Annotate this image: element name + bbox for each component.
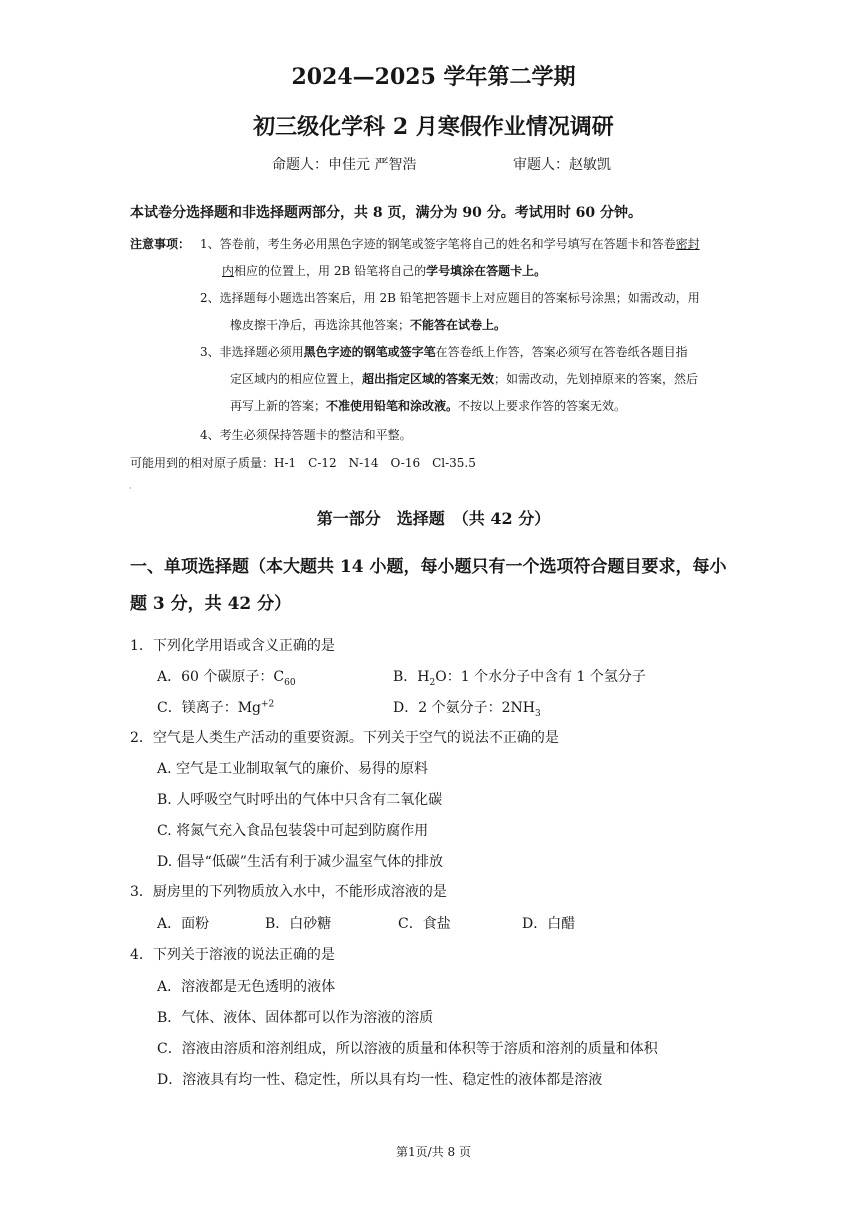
question-3-option-b: B．白砂糖 xyxy=(265,916,332,932)
note-2-bold: 不能答在试卷上。 xyxy=(410,318,507,332)
note-3-line-1 xyxy=(200,343,688,360)
author-label: 命题人：申佳元 严智浩 xyxy=(272,157,417,173)
question-1-option-c xyxy=(157,697,274,717)
exam-intro: 本试卷分选择题和非选择题两部分，共 8 页，满分为 90 分。考试用时 60 分钟。 xyxy=(130,205,642,221)
note-3-text-2: 在答卷纸上作答，答案必须写在答卷纸各题目指 xyxy=(435,345,688,359)
question-1-option-b xyxy=(393,666,646,688)
note-3-bold-1: 黑色字迹的钢笔或签字笔 xyxy=(303,345,436,359)
note-2-line-1: 2、选择题每小题选出答案后，用 2B 铅笔把答题卡上对应题目的答案标号涂黑；如需改动，用 xyxy=(200,291,700,305)
note-3-text-3: 定区域内的相应位置上， xyxy=(230,372,363,386)
atomic-mass-line: 可能用到的相对原子质量：H-1 C-12 N-14 O-16 Cl-35.5 xyxy=(130,456,476,470)
note-3-line-3 xyxy=(230,397,626,414)
question-2-stem: 2．空气是人类生产活动的重要资源。下列关于空气的说法不正确的是 xyxy=(130,730,559,746)
stray-dot: · xyxy=(129,484,132,493)
note-1-underline: 密封 xyxy=(675,237,700,251)
q1-b-text: B．H xyxy=(393,669,430,685)
page-footer: 第1页/共 8 页 xyxy=(396,1145,471,1159)
note-4: 4、考生必须保持答题卡的整洁和平整。 xyxy=(200,428,412,442)
note-3-text-5: 再写上新的答案； xyxy=(230,399,327,413)
question-2-option-a: A. 空气是工业制取氧气的廉价、易得的原料 xyxy=(157,761,429,777)
note-3-bold-2: 超出指定区域的答案无效 xyxy=(362,372,495,386)
reviewer-label: 审题人：赵敏凯 xyxy=(513,157,611,173)
question-4-option-d: D．溶液具有均一性、稳定性，所以具有均一性、稳定性的液体都是溶液 xyxy=(157,1072,603,1088)
note-1-line-2 xyxy=(222,262,546,279)
question-3-stem: 3．厨房里的下列物质放入水中，不能形成溶液的是 xyxy=(130,884,447,900)
note-3-text-4: ；如需改动，先划掉原来的答案，然后 xyxy=(494,372,699,386)
question-4-option-b: B．气体、液体、固体都可以作为溶液的溶质 xyxy=(157,1010,434,1026)
note-1-line-1 xyxy=(200,235,700,252)
question-2-option-b: B. 人呼吸空气时呼出的气体中只含有二氧化碳 xyxy=(157,792,443,808)
notes-label: 注意事项： xyxy=(130,237,191,251)
question-3-option-a: A．面粉 xyxy=(157,916,210,932)
q1-d-text: D．2 个氨分子：2NH xyxy=(393,700,535,716)
note-1-bold: 学号填涂在答题卡上。 xyxy=(426,264,547,278)
q1-a-sub: 60 xyxy=(284,677,296,688)
q1-c-text: C．镁离子：Mg xyxy=(157,700,262,716)
question-1-option-d xyxy=(393,697,541,719)
q1-b-sub: 2 xyxy=(429,677,436,688)
question-2-option-c: C. 将氮气充入食品包装袋中可起到防腐作用 xyxy=(157,823,429,839)
question-4-stem: 4．下列关于溶液的说法正确的是 xyxy=(130,947,335,963)
q1-a-text: A．60 个碳原子：C xyxy=(157,669,285,685)
q1-d-sub: 3 xyxy=(534,708,541,719)
section-heading-line-1: 一、单项选择题（本大题共 14 小题，每小题只有一个选项符合题目要求，每小 xyxy=(130,557,727,577)
note-3-bold-3: 不准使用铅笔和涂改液。 xyxy=(326,399,459,413)
question-1-stem: 1．下列化学用语或含义正确的是 xyxy=(130,638,335,654)
exam-subject-title: 初三级化学科 2 月寒假作业情况调研 xyxy=(253,114,614,140)
question-3-option-c: C．食盐 xyxy=(398,916,451,932)
question-4-option-c: C．溶液由溶质和溶剂组成，所以溶液的质量和体积等于溶质和溶剂的质量和体积 xyxy=(157,1041,658,1057)
question-1-option-a xyxy=(157,666,296,688)
question-2-option-d: D. 倡导“低碳”生活有利于减少温室气体的排放 xyxy=(157,854,443,870)
note-2-text: 橡皮擦干净后，再选涂其他答案； xyxy=(230,318,411,332)
note-3-line-2 xyxy=(230,370,698,387)
note-2-line-2 xyxy=(230,316,506,333)
note-1-text-2: 相应的位置上，用 2B 铅笔将自己的 xyxy=(234,264,427,278)
exam-term-title: 2024—2025 学年第二学期 xyxy=(291,64,576,90)
note-3-text: 3、非选择题必须用 xyxy=(200,345,304,359)
note-1-underline-2: 内 xyxy=(222,264,235,278)
q1-c-sup: +2 xyxy=(261,699,275,710)
q1-b-text-2: O：1 个水分子中含有 1 个氢分子 xyxy=(435,669,646,685)
note-1-text: 1、答卷前，考生务必用黑色字迹的钢笔或签字笔将自己的姓名和学号填写在答题卡和答卷 xyxy=(200,237,676,251)
note-3-text-6: 不按以上要求作答的答案无效。 xyxy=(458,399,627,413)
part-one-title: 第一部分 选择题 （共 42 分） xyxy=(316,509,551,528)
section-heading-line-2: 题 3 分，共 42 分） xyxy=(130,594,292,614)
question-3-option-d: D．白醋 xyxy=(522,916,576,932)
question-4-option-a: A．溶液都是无色透明的液体 xyxy=(157,979,336,995)
